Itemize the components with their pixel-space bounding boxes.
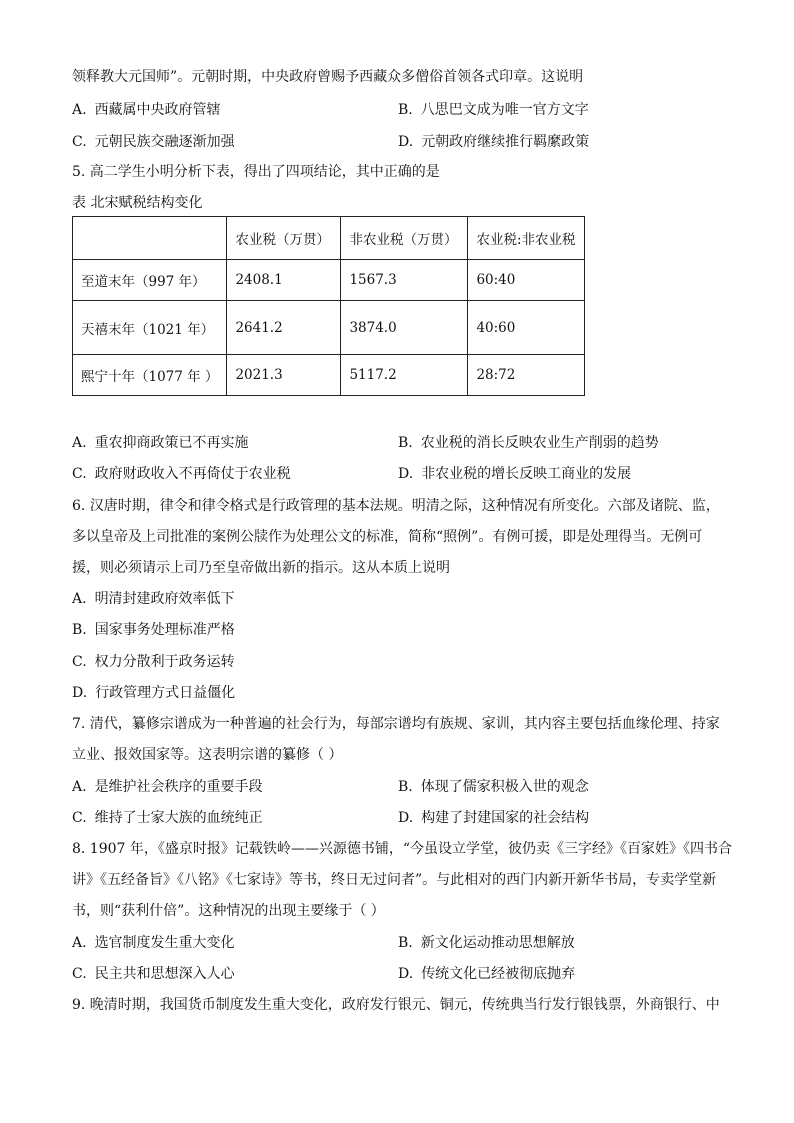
- option-label: D.: [398, 134, 414, 150]
- option-label: C.: [72, 134, 87, 150]
- option-text: 元朝民族交融逐渐加强: [94, 134, 235, 150]
- table-cell: 2408.1: [227, 260, 341, 301]
- q5-option-a[interactable]: [72, 434, 249, 452]
- table-cell: 60:40: [468, 260, 585, 301]
- q8-option-a[interactable]: [72, 934, 235, 952]
- option-text: 新文化运动推动思想解放: [420, 935, 575, 951]
- q4-option-c[interactable]: [72, 133, 235, 151]
- option-text: 民主共和思想深入人心: [94, 966, 235, 982]
- option-text: 行政管理方式日益僵化: [95, 685, 236, 701]
- option-text: 传统文化已经被彻底抛弃: [421, 966, 576, 982]
- table-cell: 40:60: [468, 301, 585, 355]
- option-text: 国家事务处理标准严格: [94, 622, 235, 638]
- option-label: C.: [72, 654, 87, 670]
- option-label: C.: [72, 810, 87, 826]
- option-text: 明清封建政府效率低下: [94, 591, 235, 607]
- option-label: A.: [72, 435, 87, 451]
- table-cell: 2641.2: [227, 301, 341, 355]
- option-label: B.: [398, 779, 413, 795]
- q6-option-c[interactable]: [72, 653, 235, 671]
- table-cell: 2021.3: [227, 355, 341, 396]
- q6-option-b[interactable]: [72, 621, 235, 639]
- q7-stem-line-1: 7. 清代，纂修宗谱成为一种普遍的社会行为，每部宗谱均有族规、家训，其内容主要包括血缘伦理、持家: [72, 716, 720, 732]
- table-header-cell: [73, 217, 227, 260]
- table-cell: 5117.2: [341, 355, 468, 396]
- q6-stem-line-1: 6. 汉唐时期，律令和律令格式是行政管理的基本法规。明清之际，这种情况有所变化。六部及诸院、监，: [72, 498, 720, 514]
- q6-option-d[interactable]: [72, 684, 235, 702]
- option-text: 西藏属中央政府管辖: [94, 102, 221, 118]
- option-text: 元朝政府继续推行羁縻政策: [421, 134, 590, 150]
- q7-option-a[interactable]: [72, 778, 263, 796]
- table-header-cell: 农业税:非农业税: [468, 217, 585, 260]
- option-label: A.: [72, 935, 87, 951]
- table-cell: 至道末年（997 年）: [73, 260, 227, 301]
- option-text: 农业税的消长反映农业生产削弱的趋势: [420, 435, 659, 451]
- option-label: D.: [398, 810, 414, 826]
- table-caption: 表 北宋赋税结构变化: [72, 195, 203, 211]
- q4-option-a[interactable]: [72, 101, 221, 119]
- q8-option-d[interactable]: [398, 965, 575, 983]
- option-label: C.: [72, 466, 87, 482]
- q5-stem: 5. 高二学生小明分析下表，得出了四项结论，其中正确的是: [72, 164, 440, 180]
- q9-stem-line-1: 9. 晚清时期，我国货币制度发生重大变化，政府发行银元、铜元，传统典当行发行银钱票，外商银行、中: [72, 997, 720, 1013]
- option-text: 体现了儒家积极入世的观念: [420, 779, 589, 795]
- q5-option-b[interactable]: [398, 434, 659, 452]
- option-label: B.: [398, 935, 413, 951]
- q6-stem-line-2: 多以皇帝及上司批准的案例公牍作为处理公文的标准，简称“照例”。有例可援，即是处理得当。无例可: [72, 529, 703, 545]
- q8-stem-line-3: 书，则“获利什倍”。这种情况的出现主要缘于（ ）: [72, 903, 385, 919]
- option-label: A.: [72, 102, 87, 118]
- q7-option-b[interactable]: [398, 778, 589, 796]
- option-text: 是维护社会秩序的重要手段: [94, 779, 263, 795]
- option-text: 重农抑商政策已不再实施: [94, 435, 249, 451]
- option-label: A.: [72, 779, 87, 795]
- q4-stem-continuation: 领释教大元国师”。元朝时期，中央政府曾赐予西藏众多僧俗首领各式印章。这说明: [72, 69, 584, 85]
- q5-option-c[interactable]: [72, 465, 291, 483]
- table-cell: 天禧末年（1021 年）: [73, 301, 227, 355]
- q7-stem-line-2: 立业、报效国家等。这表明宗谱的纂修（ ）: [72, 747, 343, 763]
- q7-option-d[interactable]: [398, 809, 589, 827]
- table-row: [73, 355, 585, 396]
- q7-option-c[interactable]: [72, 809, 263, 827]
- option-label: B.: [72, 622, 87, 638]
- table-row: [73, 260, 585, 301]
- q4-option-d[interactable]: [398, 133, 589, 151]
- option-text: 非农业税的增长反映工商业的发展: [421, 466, 632, 482]
- option-text: 政府财政收入不再倚仗于农业税: [94, 466, 291, 482]
- table-cell: 3874.0: [341, 301, 468, 355]
- option-text: 维持了士家大族的血统纯正: [94, 810, 263, 826]
- table-row: [73, 301, 585, 355]
- q6-stem-line-3: 援，则必须请示上司乃至皇帝做出新的指示。这从本质上说明: [72, 560, 450, 576]
- q5-option-d[interactable]: [398, 465, 631, 483]
- table-header-row: [73, 217, 585, 260]
- option-label: B.: [398, 102, 413, 118]
- table-cell: 熙宁十年（1077 年 ）: [73, 355, 227, 396]
- table-cell: 28:72: [468, 355, 585, 396]
- q8-option-c[interactable]: [72, 965, 235, 983]
- option-label: A.: [72, 591, 87, 607]
- table-header-cell: 农业税（万贯）: [227, 217, 341, 260]
- option-text: 权力分散利于政务运转: [94, 654, 235, 670]
- option-text: 构建了封建国家的社会结构: [421, 810, 590, 826]
- option-label: D.: [72, 685, 88, 701]
- option-label: D.: [398, 966, 414, 982]
- option-label: D.: [398, 466, 414, 482]
- tax-structure-table: [72, 216, 585, 396]
- q8-stem-line-1: 8. 1907 年，《盛京时报》记载铁岭——兴源德书铺，“今虽设立学堂，彼仍卖《三字经》《百家姓》《四书合: [72, 841, 733, 857]
- option-text: 八思巴文成为唯一官方文字: [420, 102, 589, 118]
- q8-stem-line-2: 讲》《五经备旨》《八铭》《七家诗》等书，终日无过问者”。与此相对的西门内新开新华书局，专卖学堂新: [72, 872, 717, 888]
- option-label: C.: [72, 966, 87, 982]
- option-label: B.: [398, 435, 413, 451]
- table-header-cell: 非农业税（万贯）: [341, 217, 468, 260]
- q6-option-a[interactable]: [72, 590, 235, 608]
- option-text: 选官制度发生重大变化: [94, 935, 235, 951]
- q8-option-b[interactable]: [398, 934, 575, 952]
- table-cell: 1567.3: [341, 260, 468, 301]
- q4-option-b[interactable]: [398, 101, 589, 119]
